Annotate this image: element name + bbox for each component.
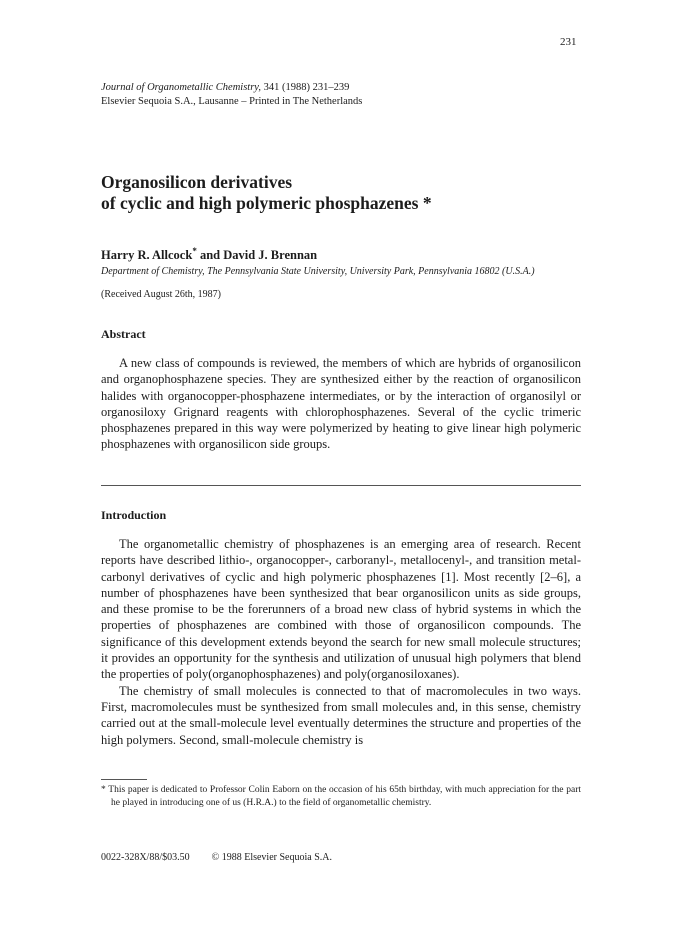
journal-header — [101, 81, 581, 109]
author-list — [101, 246, 317, 263]
introduction-paragraph-2: The chemistry of small molecules is connected to that of macromolecules in two ways. First, macromolecules must be synthesized from small molecules and, in this sense, chemistry carried out at the small-molecule level eventually determines the structure and properties of the high polymers. Second, small-molecule chemistry is — [101, 683, 581, 747]
affiliation: Department of Chemistry, The Pennsylvania State University, University Park, Pennsylvania 16802 (U.S.A.) — [101, 266, 535, 277]
author-1: Harry R. Allcock — [101, 248, 193, 263]
author-connector: and — [196, 248, 224, 263]
article-code: 0022-328X/88/$03.50 — [101, 852, 190, 863]
section-divider — [101, 485, 581, 486]
title-line-2: of cyclic and high polymeric phosphazenes — [101, 193, 419, 213]
title-line-1: Organosilicon derivatives — [101, 172, 293, 192]
introduction-body — [101, 536, 581, 748]
author-2: David J. Brennan — [223, 248, 318, 263]
title-footnote-marker: * — [418, 193, 432, 213]
received-date: (Received August 26th, 1987) — [101, 289, 221, 300]
introduction-paragraph-1: The organometallic chemistry of phosphazenes is an emerging area of research. Recent reports have described lithio-, organocopper-, carboranyl-, metallocenyl-, and transition metal-carbonyl derivatives of cyclic and high polymeric phosphazenes [1]. Most recently [2–6], a number of phosphazenes have been synthesized that bear organosilicon units as side groups, and these promise to be the forerunners of a broad new class of hybrid systems in which the properties of phosphazenes are combined with those of organosilicon compounds. The significance of this development extends beyond the search for new small molecule structures; it provides an opportunity for the synthesis and utilization of unusual high polymers that blend the properties of poly(organophosphazenes) and poly(organosiloxanes). — [101, 537, 581, 682]
abstract-text: A new class of compounds is reviewed, the members of which are hybrids of organosilicon and organophosphazene species. They are synthesized either by the reaction of organosilicon halides with organocopper-phosphazene intermediates, or by the interaction of organosilyl or organosiloxy Grignard reagents with chlorophosphazenes. Several of the cyclic trimeric phosphazenes prepared in this way were polymerized by heating to give linear high polymeric phosphazenes with organosilicon side groups. — [101, 356, 581, 452]
publisher-line: Elsevier Sequoia S.A., Lausanne – Printed in The Netherlands — [101, 96, 363, 107]
journal-volume-pages: 341 (1988) 231–239 — [261, 82, 350, 93]
article-title — [101, 172, 581, 214]
footnote-divider — [101, 779, 147, 780]
journal-citation-line — [101, 81, 581, 95]
corresponding-author-marker: * — [192, 246, 197, 256]
copyright-line — [101, 852, 332, 863]
journal-name: Journal of Organometallic Chemistry, — [101, 82, 262, 93]
page-number: 231 — [560, 36, 577, 48]
copyright-notice: © 1988 Elsevier Sequoia S.A. — [211, 852, 332, 863]
introduction-heading: Introduction — [101, 508, 167, 522]
abstract-heading: Abstract — [101, 327, 146, 341]
dedication-footnote: * This paper is dedicated to Professor Colin Eaborn on the occasion of his 65th birthday, with much appreciation for the part he played in introducing one of us (H.R.A.) to the field of organometallic chemistry. — [101, 785, 581, 808]
